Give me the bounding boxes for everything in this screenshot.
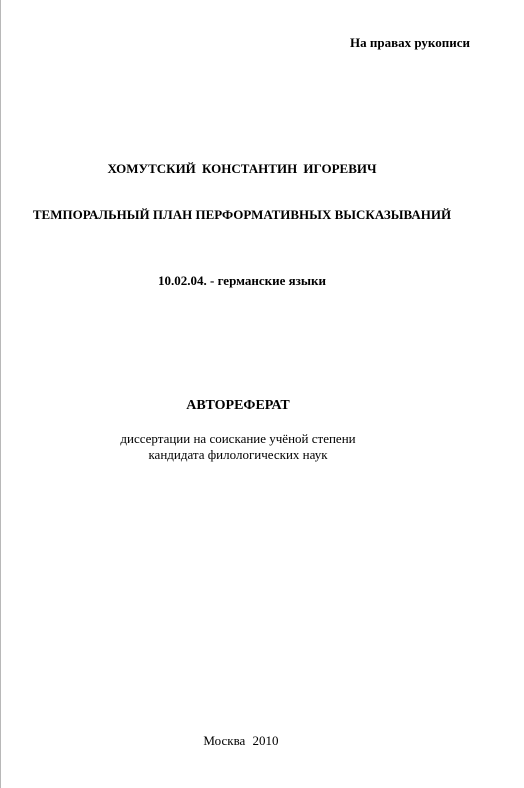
city-year: Москва 2010 xyxy=(203,733,279,748)
degree-description-line-2: кандидата филологических наук xyxy=(148,447,328,462)
author-name: ХОМУТСКИЙ КОНСТАНТИН ИГОРЕВИЧ xyxy=(107,161,377,176)
specialty-code: 10.02.04. - германские языки xyxy=(157,273,327,288)
degree-description-line-1: диссертации на соискание учёной степени xyxy=(120,431,356,446)
document-type: АВТОРЕФЕРАТ xyxy=(186,398,290,413)
rights-notice: На правах рукописи xyxy=(350,35,470,50)
work-title: ТЕМПОРАЛЬНЫЙ ПЛАН ПЕРФОРМАТИВНЫХ ВЫСКАЗЫВАНИЙ xyxy=(32,207,452,222)
